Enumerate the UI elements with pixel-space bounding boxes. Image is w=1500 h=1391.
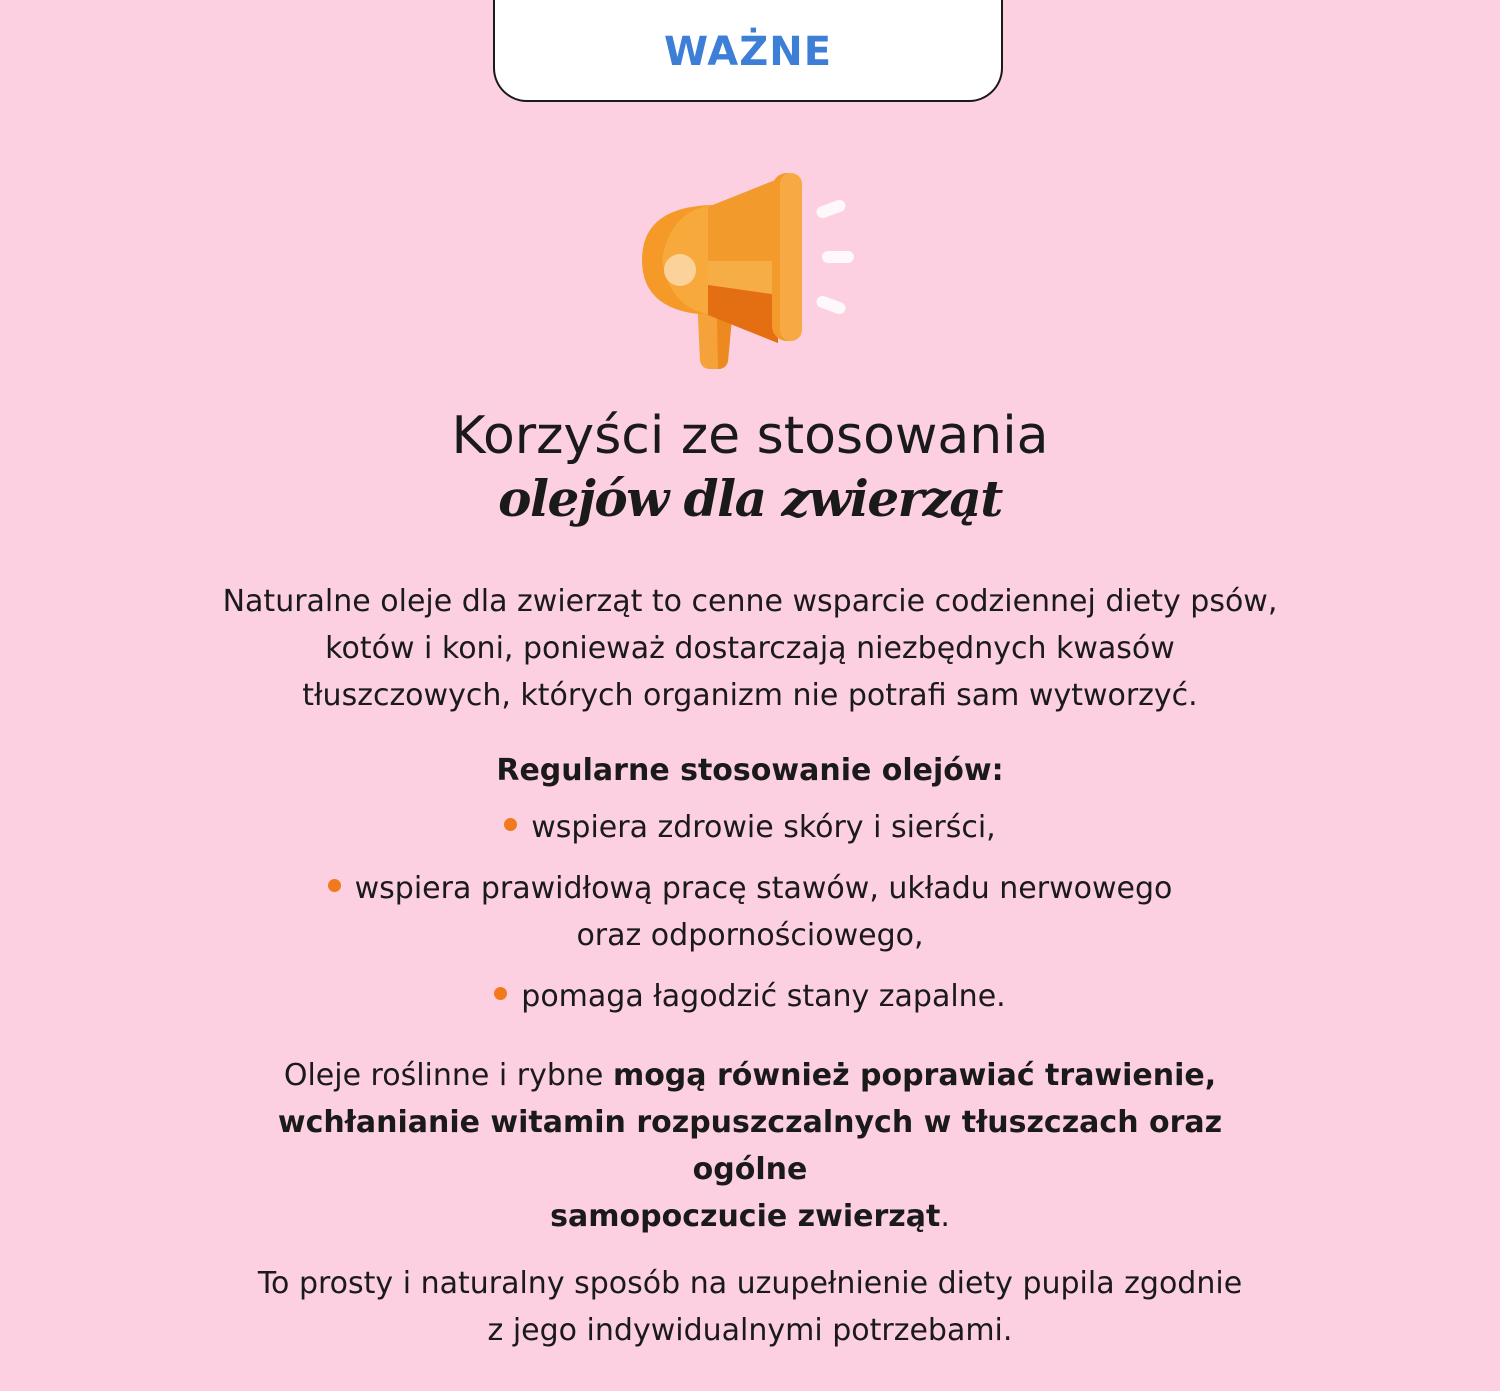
closing-line-2: z jego indywidualnymi potrzebami. [487, 1313, 1013, 1348]
list-item [150, 865, 1350, 959]
closing-line-1: To prosty i naturalny sposób na uzupełnienie diety pupila zgodnie [257, 1266, 1243, 1301]
intro-line-2: kotów i koni, ponieważ dostarczają niezbędnych kwasów [325, 631, 1175, 666]
page-title [0, 405, 1500, 531]
oils-bold-line-3: samopoczucie zwierząt [550, 1199, 941, 1234]
intro-line-1: Naturalne oleje dla zwierząt to cenne wsparcie codziennej diety psów, [222, 584, 1278, 619]
benefits-heading: Regularne stosowanie olejów: [496, 753, 1004, 788]
benefit-text: pomaga łagodzić stany zapalne. [521, 979, 1006, 1014]
oils-bold-line-2: wchłanianie witamin rozpuszczalnych w tłuszczach oraz ogólne [277, 1105, 1223, 1187]
list-item [150, 973, 1350, 1020]
list-item [150, 804, 1350, 851]
content-body [150, 578, 1350, 1354]
oils-paragraph [220, 1052, 1280, 1240]
title-line-2: olejów dla zwierząt [498, 469, 1002, 528]
important-badge-label: WAŻNE [663, 29, 833, 75]
benefit-text-continuation: oraz odpornościowego, [576, 918, 924, 953]
oils-end-punctuation: . [940, 1199, 950, 1234]
intro-paragraph [190, 578, 1310, 719]
oils-bold-line-1: mogą również poprawiać trawienie, [612, 1058, 1217, 1093]
benefit-text: wspiera prawidłową pracę stawów, układu nerwowego [354, 871, 1173, 906]
benefit-text: wspiera zdrowie skóry i sierści, [531, 810, 996, 845]
intro-line-3: tłuszczowych, których organizm nie potrafi sam wytworzyć. [302, 678, 1198, 713]
megaphone-icon [630, 165, 870, 375]
bullet-icon [494, 987, 507, 1000]
bullet-icon [328, 879, 341, 892]
important-badge [493, 0, 1003, 102]
oils-plain-text: Oleje roślinne i rybne [283, 1058, 604, 1093]
benefits-list [150, 804, 1350, 1020]
bullet-icon [504, 818, 517, 831]
closing-paragraph [220, 1260, 1280, 1354]
title-line-1: Korzyści ze stosowania [451, 406, 1049, 466]
